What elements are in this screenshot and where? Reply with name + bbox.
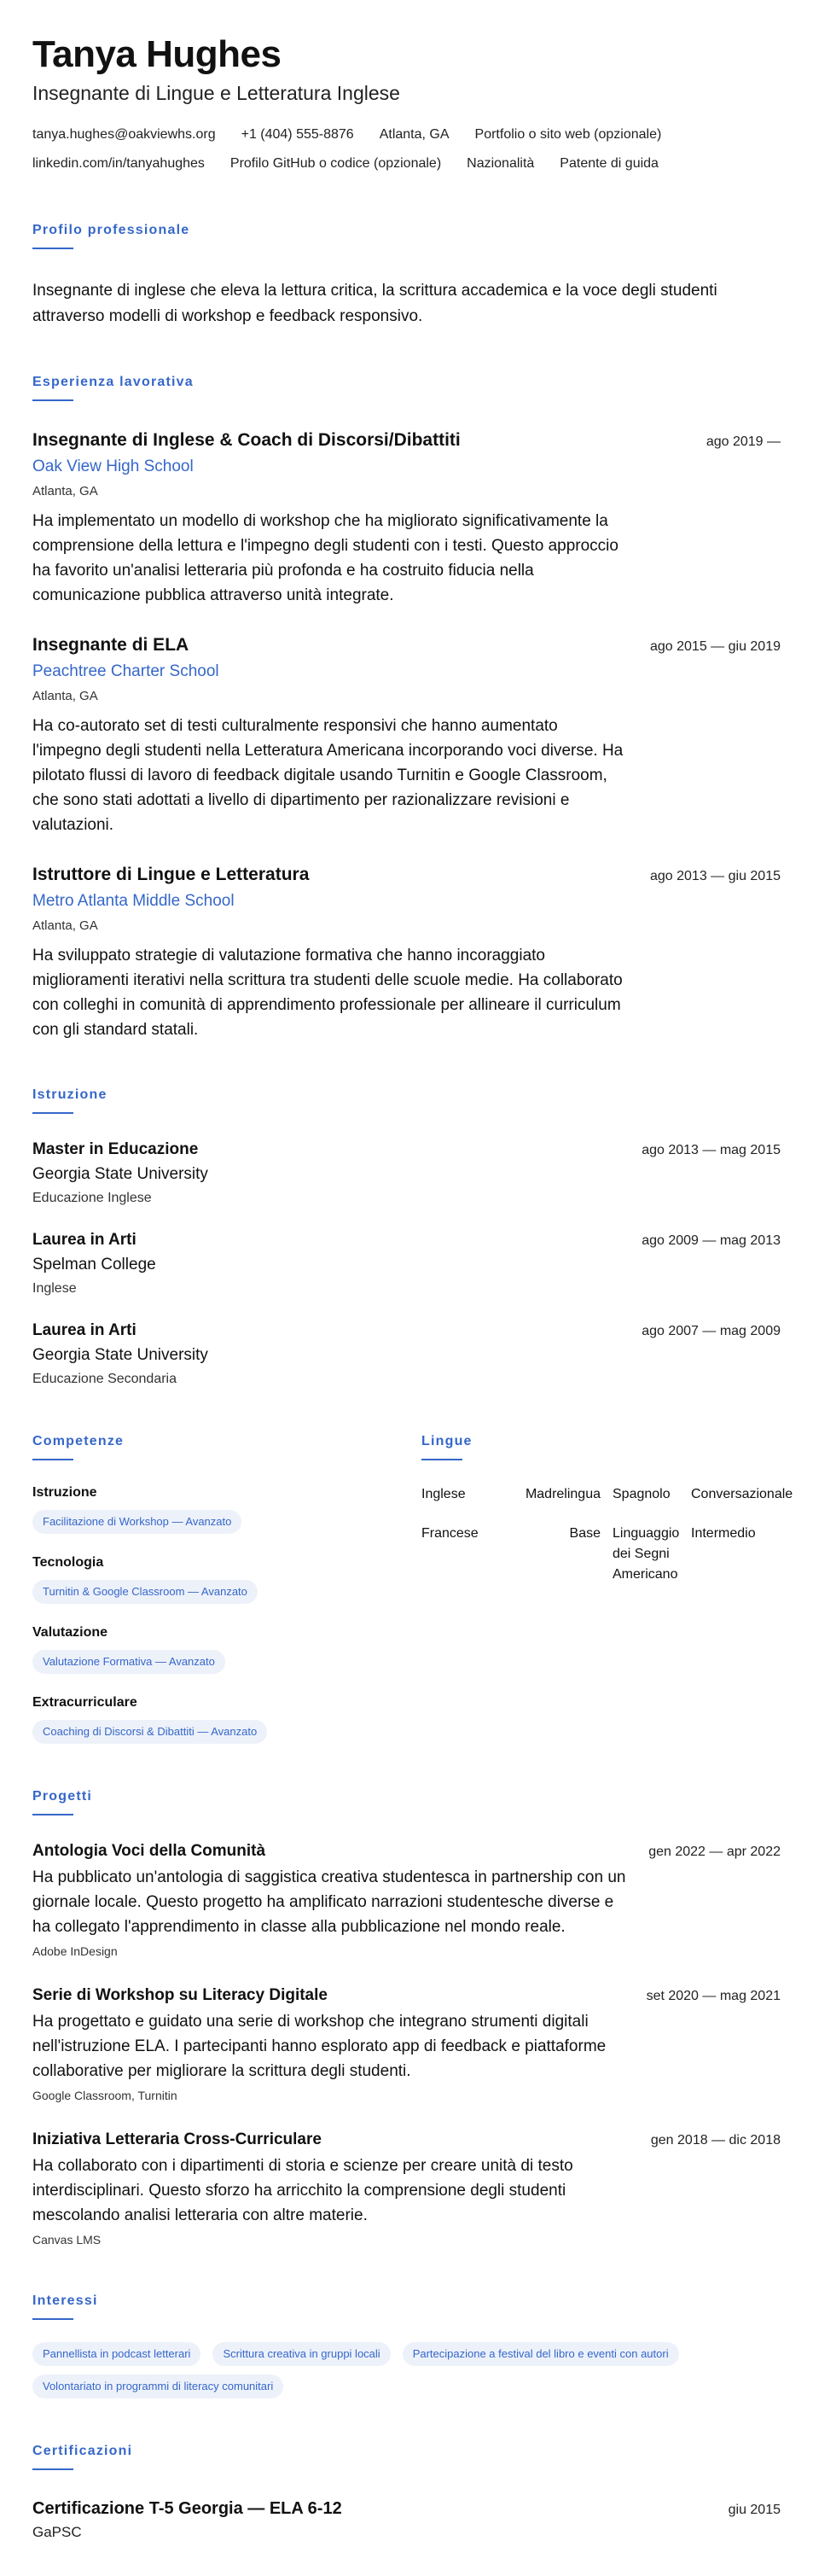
project-entry (32, 1841, 781, 1960)
person-name: Tanya Hughes (32, 33, 282, 75)
section-title: Competenze (32, 1434, 125, 1448)
certification-name: Certificazione T-5 Georgia — ELA 6-12 (32, 2499, 342, 2518)
section-rule (421, 1459, 462, 1460)
skill-category: Extracurriculare (32, 1695, 137, 1710)
edu-date: ago 2013 — mag 2015 (642, 1143, 781, 1157)
project-title: Iniziativa Letteraria Cross-Curriculare (32, 2130, 322, 2148)
language-list (421, 1484, 793, 1585)
skill-category: Istruzione (32, 1485, 97, 1500)
skills-section (32, 1433, 421, 1744)
project-date: gen 2022 — apr 2022 (648, 1845, 781, 1859)
edu-school: Georgia State University (32, 1346, 208, 1364)
section-title: Interessi (32, 2293, 98, 2308)
certifications-section (32, 2443, 781, 2542)
job-company: Peachtree Charter School (32, 662, 219, 680)
skill-category: Valutazione (32, 1625, 108, 1640)
job-description: Ha implementato un modello di workshop che ha migliorato significativamente la comprensione della lettura e l'impegno degli studenti con i testi. Questo approccio ha favorito un'analisi letteraria più profonda e ha costruito fiducia nella comunicazione pubblica attraverso unità integrate. (32, 512, 618, 604)
certification-date: giu 2015 (728, 2503, 781, 2517)
job-location: Atlanta, GA (32, 484, 98, 498)
skill-group (32, 1554, 421, 1604)
skill-group (32, 1484, 421, 1534)
contact-list (32, 126, 783, 172)
job-entry (32, 428, 781, 608)
section-title: Certificazioni (32, 2444, 133, 2458)
project-entry (32, 1985, 781, 2104)
job-title: Istruttore di Lingue e Letteratura (32, 865, 310, 884)
contact-license: Patente di guida (560, 156, 659, 171)
language-level: Madrelingua (525, 1487, 601, 1501)
language-level: Conversazionale (691, 1487, 793, 1501)
project-entry (32, 2130, 781, 2248)
project-title: Serie di Workshop su Literacy Digitale (32, 1986, 328, 2004)
project-tech: Canvas LMS (32, 2233, 102, 2247)
project-title: Antologia Voci della Comunità (32, 1842, 266, 1860)
section-rule (32, 248, 73, 249)
project-description: Ha collaborato con i dipartimenti di storia e scienze per creare unità di testo interdisciplinari. Questo sforzo ha arricchito la comprensione degli studenti mescolando analisi letteraria con altre materie. (32, 2157, 573, 2224)
edu-field: Educazione Inglese (32, 1191, 152, 1205)
skills-languages-row (32, 1433, 793, 1744)
language-level: Intermedio (691, 1526, 756, 1541)
language-name: Inglese (421, 1487, 466, 1501)
interests-section (32, 2293, 781, 2398)
summary-text: Insegnante di inglese che eleva la lettura critica, la scrittura accademica e la voce degli studenti attraverso modelli di workshop e feedback responsivo. (32, 282, 717, 325)
language-name: Francese (421, 1526, 479, 1541)
interest-chip: Scrittura creativa in gruppi locali (212, 2342, 390, 2366)
skill-chip: Coaching di Discorsi & Dibattiti — Avanzato (32, 1720, 267, 1744)
section-rule (32, 2468, 73, 2470)
skill-group (32, 1624, 421, 1674)
education-entry (32, 1230, 781, 1298)
job-description: Ha sviluppato strategie di valutazione formativa che hanno incoraggiato miglioramenti iterativi nella scrittura tra studenti delle scuole medie. Ha collaborato con colleghi in comunità di apprendimento professionale per allineare il curriculum con gli standard statali. (32, 947, 623, 1039)
job-entry (32, 633, 781, 837)
job-entry (32, 863, 781, 1042)
skill-category: Tecnologia (32, 1555, 104, 1570)
language-name: Spagnolo (613, 1487, 671, 1501)
project-tech: Google Classroom, Turnitin (32, 2089, 177, 2102)
contact-linkedin: linkedin.com/in/tanyahughes (32, 156, 205, 171)
job-date: ago 2019 — (706, 434, 781, 449)
skill-chip: Facilitazione di Workshop — Avanzato (32, 1510, 241, 1534)
contact-phone: +1 (404) 555-8876 (241, 127, 354, 142)
edu-field: Educazione Secondaria (32, 1372, 177, 1386)
edu-degree: Master in Educazione (32, 1140, 199, 1158)
edu-school: Georgia State University (32, 1165, 208, 1183)
edu-field: Inglese (32, 1281, 77, 1296)
section-rule (32, 1112, 73, 1114)
language-name: Linguaggio dei Segni Americano (613, 1526, 680, 1582)
headline: Insegnante di Lingue e Letteratura Inglese (32, 82, 400, 104)
education-section (32, 1087, 781, 1389)
contact-email: tanya.hughes@oakviewhs.org (32, 127, 216, 142)
education-entry (32, 1139, 781, 1208)
project-date: gen 2018 — dic 2018 (650, 2133, 781, 2148)
skill-chip: Valutazione Formativa — Avanzato (32, 1650, 225, 1674)
interest-list (32, 2342, 781, 2398)
job-description: Ha co-autorato set di testi culturalmente responsivi che hanno aumentato l'impegno degli studenti nella Letteratura Americana incorporando voci diverse. Ha pilotato flussi di lavoro di feedback digitale usando Turnitin e Google Classroom, che sono stati adottati a livello di dipartimento per razionalizzare revisioni e valutazioni. (32, 717, 624, 834)
section-rule (32, 399, 73, 401)
section-title: Istruzione (32, 1087, 107, 1102)
edu-degree: Laurea in Arti (32, 1321, 136, 1339)
job-date: ago 2013 — giu 2015 (649, 869, 781, 883)
job-company: Metro Atlanta Middle School (32, 892, 235, 910)
certification-entry (32, 2497, 781, 2542)
contact-portfolio: Portfolio o sito web (opzionale) (474, 127, 662, 142)
skill-chip: Turnitin & Google Classroom — Avanzato (32, 1580, 258, 1604)
section-title: Profilo professionale (32, 223, 190, 237)
languages-section (421, 1433, 793, 1744)
job-location: Atlanta, GA (32, 918, 98, 933)
job-title: Insegnante di ELA (32, 635, 189, 655)
section-rule (32, 2318, 73, 2320)
edu-date: ago 2009 — mag 2013 (642, 1233, 781, 1248)
section-title: Progetti (32, 1789, 93, 1804)
section-rule (32, 1459, 73, 1460)
section-title: Lingue (421, 1434, 473, 1448)
edu-date: ago 2007 — mag 2009 (642, 1324, 781, 1338)
language-level: Base (569, 1526, 601, 1541)
education-entry (32, 1320, 781, 1389)
interest-chip: Volontariato in programmi di literacy comunitari (32, 2375, 283, 2398)
job-title: Insegnante di Inglese & Coach di Discorsi/Dibattiti (32, 430, 461, 450)
section-rule (32, 1814, 73, 1815)
section-title: Esperienza lavorativa (32, 375, 194, 389)
project-description: Ha progettato e guidato una serie di workshop che integrano strumenti digitali nell'istruzione ELA. I partecipanti hanno esplorato app di feedback e piattaforme collaborative per migliorare la scrittura degli studenti. (32, 2013, 607, 2080)
edu-school: Spelman College (32, 1256, 156, 1273)
resume-header (32, 32, 781, 172)
job-location: Atlanta, GA (32, 689, 98, 703)
interest-chip: Partecipazione a festival del libro e eventi con autori (403, 2342, 679, 2366)
summary-section (32, 222, 781, 329)
projects-section (32, 1788, 781, 2248)
contact-nationality: Nazionalità (467, 156, 535, 171)
job-company: Oak View High School (32, 458, 194, 475)
contact-github: Profilo GitHub o codice (opzionale) (229, 156, 442, 171)
contact-location: Atlanta, GA (379, 127, 450, 142)
edu-degree: Laurea in Arti (32, 1231, 136, 1249)
project-tech: Adobe InDesign (32, 1944, 118, 1958)
interest-chip: Pannellista in podcast letterari (32, 2342, 200, 2366)
project-date: set 2020 — mag 2021 (646, 1989, 781, 2003)
job-date: ago 2015 — giu 2019 (649, 639, 781, 654)
experience-section (32, 374, 781, 1042)
certification-issuer: GaPSC (32, 2524, 82, 2540)
project-description: Ha pubblicato un'antologia di saggistica creativa studentesca in partnership con un giornale locale. Questo progetto ha amplificato narrazioni studentesche diverse e ha collegato l'apprendimento in classe alla pubblicazione nel mondo reale. (32, 1868, 626, 1936)
skill-group (32, 1694, 421, 1744)
